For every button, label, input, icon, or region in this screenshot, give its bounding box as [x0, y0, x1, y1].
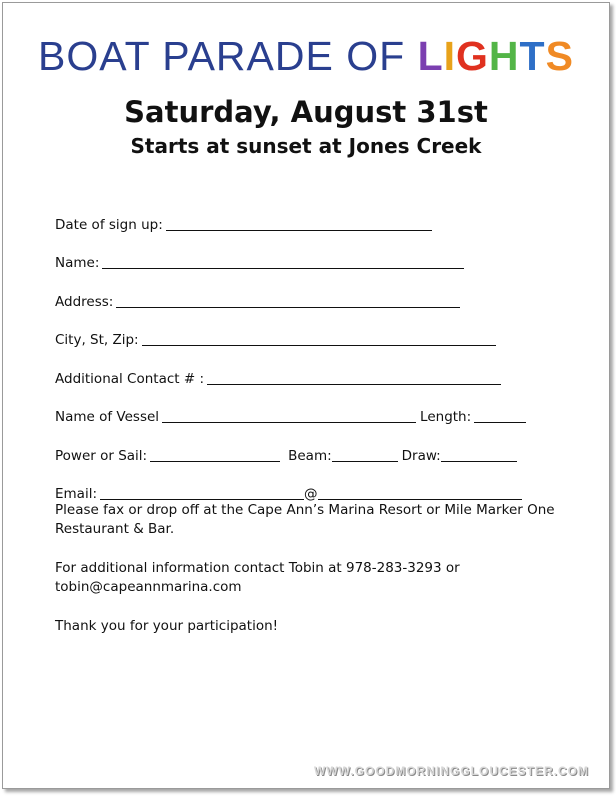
email-domain-field[interactable]: [318, 499, 522, 500]
banner-letter: G: [456, 33, 489, 79]
contact-information: For additional information contact Tobin at 978-283-3293 or tobin@capeannmarina.com: [55, 560, 460, 595]
beam-label: Beam:: [288, 447, 332, 464]
contact-field[interactable]: [207, 384, 501, 385]
site-watermark: WWW.GOODMORNINGGLOUCESTER.COM: [314, 764, 589, 778]
name-field[interactable]: [102, 268, 464, 269]
power-label: Power or Sail:: [55, 447, 148, 464]
thank-you-note: Thank you for your participation!: [55, 618, 279, 634]
email-row: [55, 465, 595, 504]
power-field[interactable]: [150, 461, 280, 462]
vessel-label: Name of Vessel: [55, 409, 160, 425]
city-label: City, St, Zip:: [55, 332, 139, 348]
beam-field[interactable]: [332, 461, 398, 462]
signup-form: [55, 195, 595, 503]
banner-letter: I: [443, 33, 457, 79]
contact-label: Additional Contact # :: [55, 370, 205, 387]
name-row: [55, 234, 595, 273]
banner-letter: H: [488, 33, 520, 79]
date-field[interactable]: [166, 230, 432, 231]
event-location-subheading: Starts at sunset at Jones Creek: [130, 134, 482, 158]
draw-field[interactable]: [441, 461, 517, 462]
contact-row: [55, 349, 595, 388]
email-at-sign: @: [304, 486, 318, 502]
banner-prefix: BOAT PARADE OF: [38, 33, 418, 79]
address-field[interactable]: [116, 307, 460, 308]
banner-letter: T: [519, 33, 546, 79]
banner-letter: S: [545, 33, 574, 79]
event-banner: [3, 33, 609, 80]
banner-lights-word: [418, 33, 574, 79]
address-label: Address:: [55, 293, 114, 310]
city-field[interactable]: [142, 345, 496, 346]
event-date-heading: Saturday, August 31st: [124, 95, 488, 129]
date-label: Date of sign up:: [55, 216, 163, 233]
length-field[interactable]: [474, 422, 526, 423]
vessel-row: [55, 388, 595, 427]
address-row: [55, 272, 595, 311]
city-row: [55, 311, 595, 350]
email-label: Email:: [55, 486, 98, 502]
flyer-page: [2, 2, 610, 789]
draw-label: Draw:: [401, 447, 441, 464]
vessel-field[interactable]: [162, 422, 416, 423]
email-user-field[interactable]: [100, 499, 304, 500]
dropoff-instructions: Please fax or drop off at the Cape Ann’s Marina Resort or Mile Marker One Restaurant & Bar.: [55, 502, 555, 537]
date-row: [55, 195, 595, 234]
name-label: Name:: [55, 255, 100, 271]
length-label: Length:: [420, 409, 472, 425]
power-row: [55, 426, 595, 465]
banner-letter: L: [417, 33, 444, 79]
